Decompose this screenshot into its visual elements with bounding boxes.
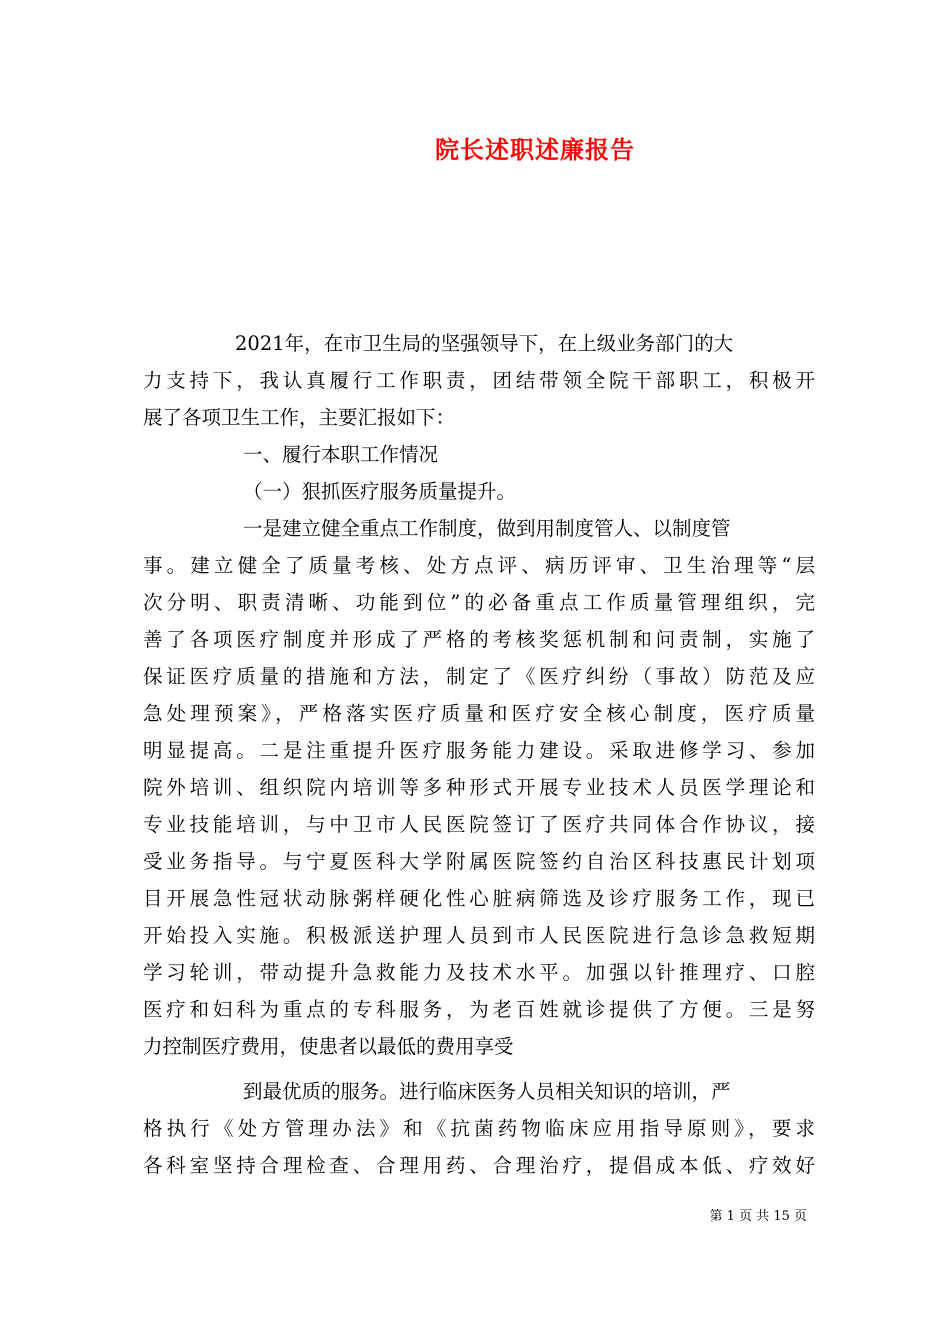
page-number: 第 1 页 共 15 页 <box>709 1209 807 1224</box>
paragraph-line: 医疗和妇科为重点的专科服务，为老百姓就诊提供了方便。三是努 <box>143 998 815 1021</box>
paragraph-line: 受业务指导。与宁夏医科大学附属医院签约自治区科技惠民计划项 <box>143 850 815 873</box>
document-title: 院长述职述廉报告 <box>435 135 635 164</box>
paragraph-line: 开始投入实施。积极派送护理人员到市人民医院进行急诊急救短期 <box>143 924 815 947</box>
paragraph-line: 各科室坚持合理检查、合理用药、合理治疗，提倡成本低、疗效好 <box>143 1154 815 1177</box>
document-body <box>143 325 815 1184</box>
paragraph-line: 次分明、职责清晰、功能到位”的必备重点工作质量管理组织，完 <box>143 591 815 614</box>
paragraph-line: 善了各项医疗制度并形成了严格的考核奖惩机制和问责制，实施了 <box>143 628 815 651</box>
section-heading: 一、履行本职工作情况 <box>243 443 439 466</box>
paragraph-line: 目开展急性冠状动脉粥样硬化性心脏病筛选及诊疗服务工作，现已 <box>143 887 815 910</box>
paragraph-line: 明显提高。二是注重提升医疗服务能力建设。采取进修学习、参加 <box>143 739 815 762</box>
paragraph-line: 事。建立健全了质量考核、处方点评、病历评审、卫生治理等“层 <box>143 554 815 577</box>
paragraph-line: 院外培训、组织院内培训等多种形式开展专业技术人员医学理论和 <box>143 776 815 799</box>
paragraph-line: 格执行《处方管理办法》和《抗菌药物临床应用指导原则》，要求 <box>143 1117 815 1140</box>
paragraph-line: 2021年，在市卫生局的坚强领导下，在上级业务部门的大 <box>235 332 734 355</box>
subsection-heading: （一）狠抓医疗服务质量提升。 <box>243 480 517 503</box>
paragraph-line: 到最优质的服务。进行临床医务人员相关知识的培训，严 <box>243 1080 731 1103</box>
paragraph-line: 力支持下，我认真履行工作职责，团结带领全院干部职工，积极开 <box>143 369 815 392</box>
paragraph-line: 保证医疗质量的措施和方法，制定了《医疗纠纷（事故）防范及应 <box>143 665 815 688</box>
paragraph-line: 一是建立健全重点工作制度，做到用制度管人、以制度管 <box>243 517 731 540</box>
paragraph-line: 学习轮训，带动提升急救能力及技术水平。加强以针推理疗、口腔 <box>143 961 815 984</box>
paragraph-line: 力控制医疗费用，使患者以最低的费用享受 <box>143 1035 514 1058</box>
paragraph-line: 专业技能培训，与中卫市人民医院签订了医疗共同体合作协议，接 <box>143 813 815 836</box>
paragraph-line: 展了各项卫生工作，主要汇报如下： <box>143 406 456 429</box>
paragraph-line: 急处理预案》，严格落实医疗质量和医疗安全核心制度，医疗质量 <box>143 702 815 725</box>
